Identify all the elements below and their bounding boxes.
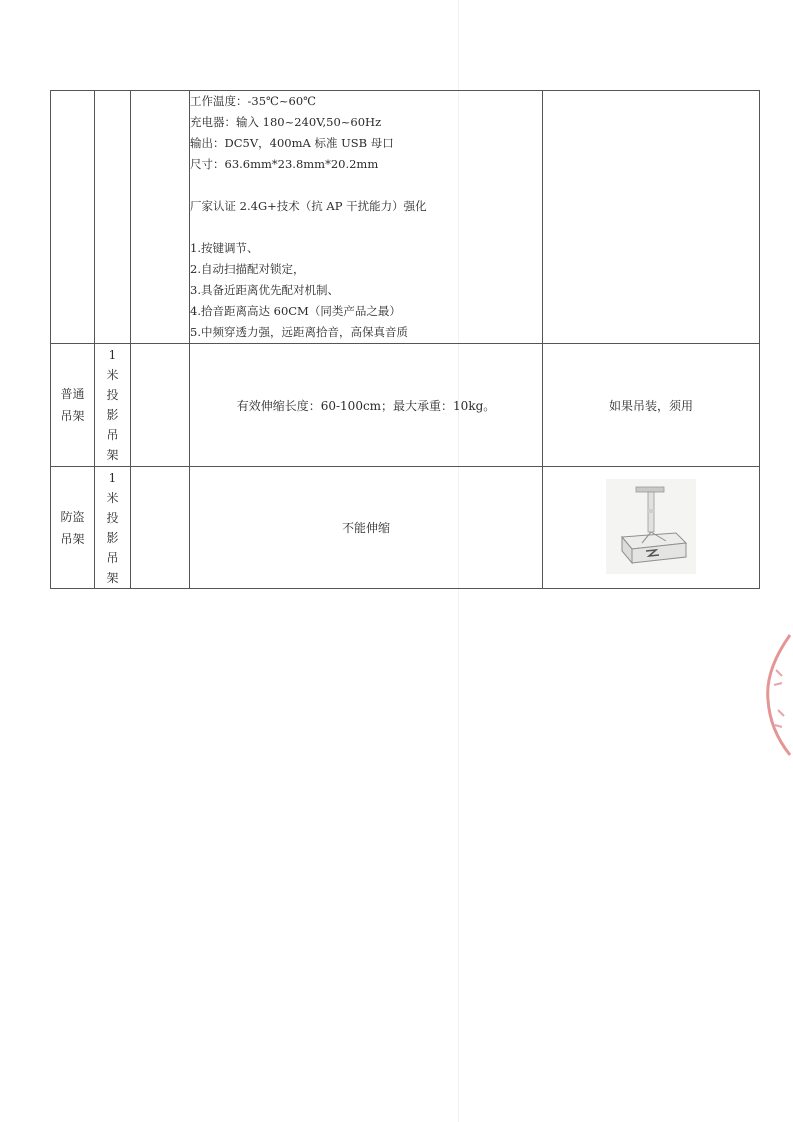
product-char: 米 — [106, 490, 119, 505]
description-cell: 有效伸缩长度：60-100cm；最大承重：10kg。 — [190, 344, 543, 467]
empty-cell — [131, 344, 190, 467]
remark-cell: 如果吊装，须用 — [543, 344, 760, 467]
projector-ceiling-mount-icon — [606, 479, 696, 574]
product-name-cell — [95, 344, 131, 467]
product-char: 架 — [106, 570, 119, 585]
product-cell — [95, 91, 131, 344]
remark-cell — [543, 91, 760, 344]
empty-cell — [131, 467, 190, 589]
category-cell — [51, 467, 95, 589]
spec-gap — [190, 217, 542, 238]
spec-line: 1.按键调节、 — [190, 241, 259, 255]
product-char: 架 — [106, 448, 119, 462]
image-cell — [543, 467, 760, 589]
product-char: 1 — [108, 348, 117, 362]
product-char: 影 — [106, 408, 119, 422]
spec-text-cell — [190, 91, 543, 344]
spec-line: 5.中频穿透力强，远距离拾音，高保真音质 — [190, 325, 408, 339]
category-text: 吊架 — [60, 531, 85, 546]
red-seal-stamp-fragment — [760, 630, 793, 760]
product-char: 投 — [106, 388, 119, 402]
category-text: 防盗 — [60, 509, 85, 524]
product-char: 吊 — [106, 550, 119, 565]
spec-line: 工作温度：-35℃~60℃ — [190, 94, 317, 108]
spec-line: 3.具备近距离优先配对机制、 — [190, 283, 339, 297]
table-row — [51, 467, 760, 589]
spec-line: 2.自动扫描配对锁定， — [190, 262, 305, 276]
product-char: 影 — [106, 530, 119, 545]
product-char: 米 — [106, 368, 119, 382]
spec-line: 尺寸：63.6mm*23.8mm*20.2mm — [190, 157, 379, 171]
category-cell — [51, 91, 95, 344]
spec-line: 4.拾音距离高达 60CM（同类产品之最） — [190, 304, 401, 318]
category-cell — [51, 344, 95, 467]
spec-table — [50, 90, 760, 589]
product-name-cell — [95, 467, 131, 589]
empty-cell — [131, 91, 190, 344]
table-row — [51, 344, 760, 467]
product-char: 1 — [108, 470, 117, 485]
product-char: 投 — [106, 510, 119, 525]
table-row — [51, 91, 760, 344]
category-text: 普通 — [60, 387, 85, 401]
spec-line: 厂家认证 2.4G+技术（抗 AP 干扰能力）强化 — [190, 199, 427, 213]
category-text: 吊架 — [60, 409, 85, 423]
spec-line: 输出：DC5V，400mA 标准 USB 母口 — [190, 136, 394, 150]
spec-line: 充电器：输入 180~240V,50~60Hz — [190, 115, 382, 129]
description-cell: 不能伸缩 — [190, 467, 543, 589]
product-char: 吊 — [106, 428, 119, 442]
spec-gap — [190, 175, 542, 196]
